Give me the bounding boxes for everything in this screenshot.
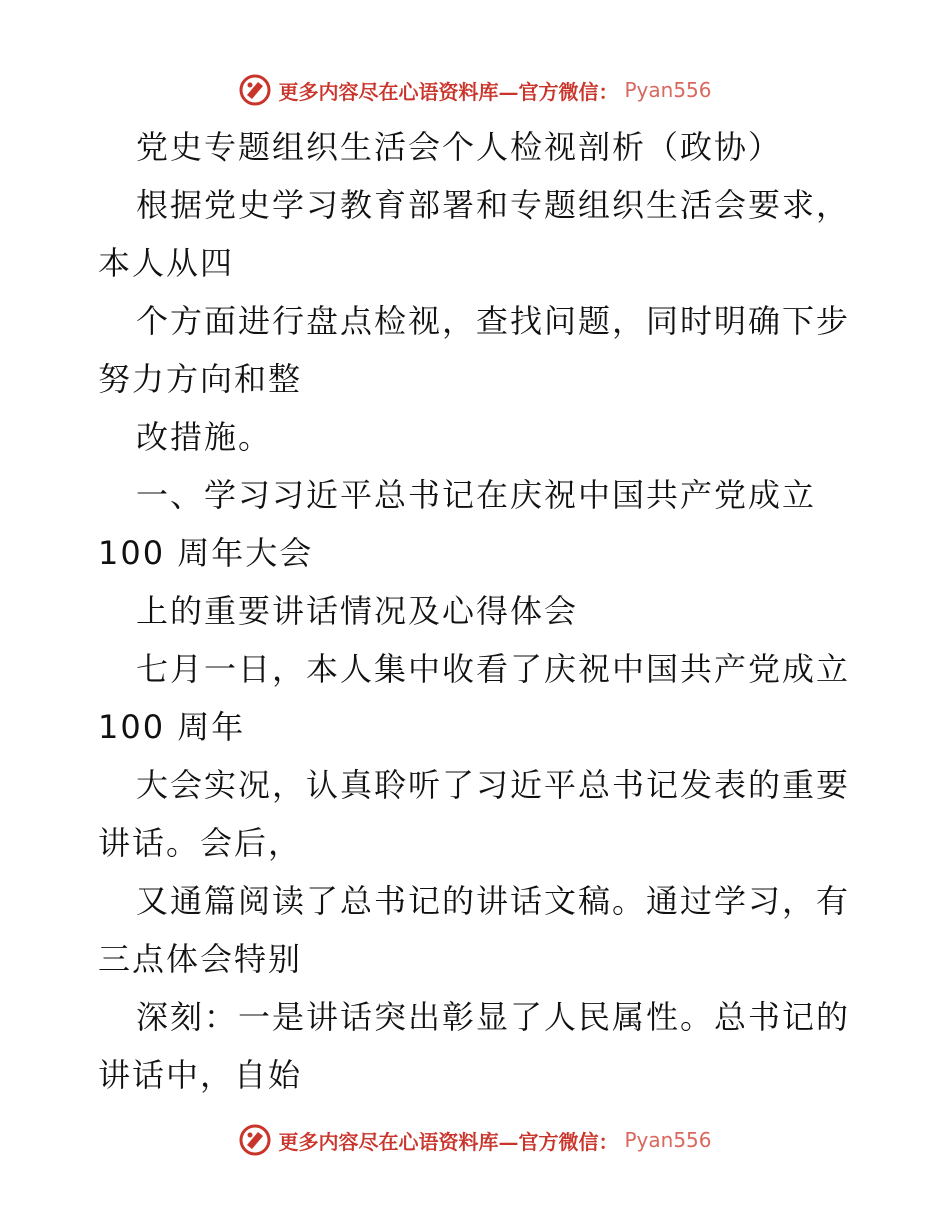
paragraph-line: 本人从四 (98, 244, 235, 282)
banner-wechat-id: Pyan556 (624, 78, 712, 102)
paragraph-line: 讲话中，自始 (98, 1056, 303, 1094)
paragraph-line: 根据党史学习教育部署和专题组织生活会要求， (136, 186, 851, 224)
document-body (98, 118, 858, 1104)
paragraph-line: 100 周年大会 (98, 534, 314, 572)
document-title: 党史专题组织生活会个人检视剖析（政协） (136, 128, 783, 166)
paragraph-line: 深刻：一是讲话突出彰显了人民属性。总书记的 (136, 998, 851, 1036)
paragraph-line: 个方面进行盘点检视，查找问题，同时明确下步 (136, 302, 851, 340)
seal-logo-icon (238, 73, 272, 107)
paragraph-line: 大会实况，认真聆听了习近平总书记发表的重要 (136, 766, 851, 804)
paragraph-line: 三点体会特别 (98, 940, 303, 978)
banner-text: 更多内容尽在心语资料库—官方微信： (278, 1129, 619, 1154)
footer-banner[interactable] (0, 1120, 950, 1160)
banner-text: 更多内容尽在心语资料库—官方微信： (278, 79, 619, 104)
paragraph-line: 讲话。会后， (98, 824, 303, 862)
seal-logo-icon (238, 1123, 272, 1157)
header-banner[interactable] (0, 70, 950, 110)
paragraph-line: 七月一日，本人集中收看了庆祝中国共产党成立 (136, 650, 851, 688)
paragraph-line: 上的重要讲话情况及心得体会 (136, 592, 579, 630)
paragraph-line: 100 周年 (98, 708, 246, 746)
paragraph-line: 努力方向和整 (98, 360, 303, 398)
banner-wechat-id: Pyan556 (624, 1128, 712, 1152)
paragraph-line: 改措施。 (136, 418, 273, 456)
section-heading: 一、学习习近平总书记在庆祝中国共产党成立 (136, 476, 817, 514)
paragraph-line: 又通篇阅读了总书记的讲话文稿。通过学习，有 (136, 882, 851, 920)
